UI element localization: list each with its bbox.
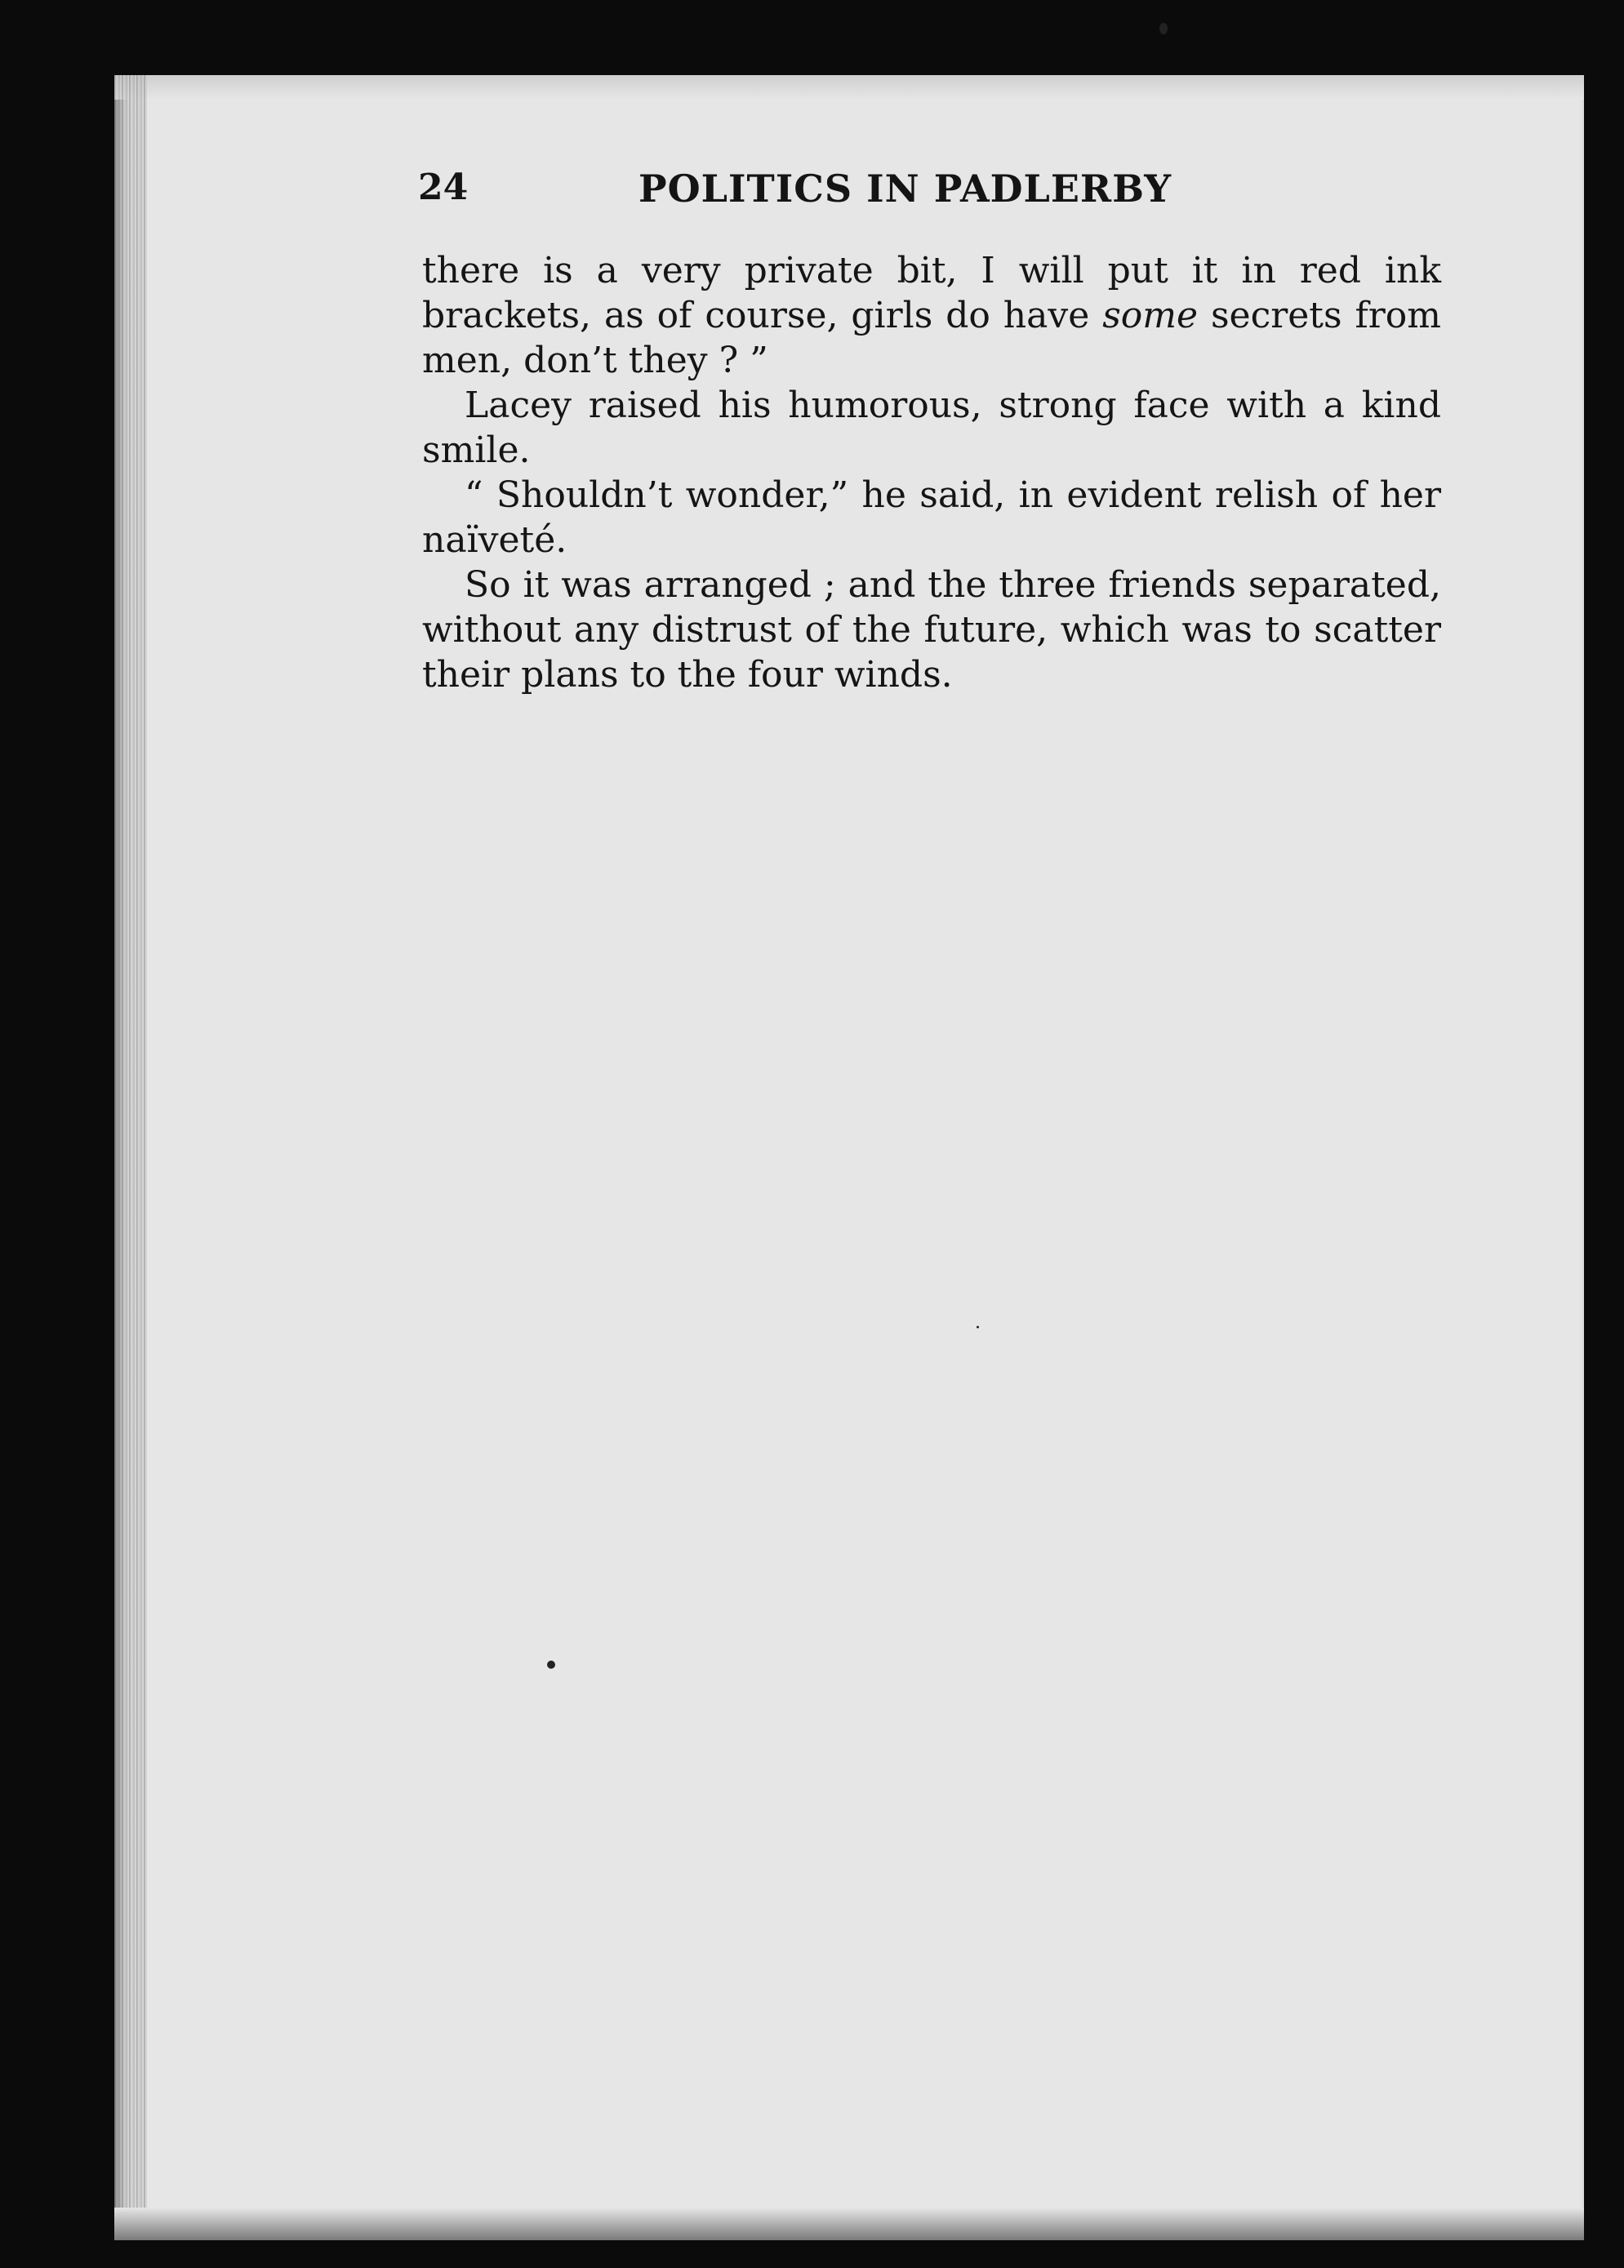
page-top-edge bbox=[114, 75, 1584, 100]
scan-speck bbox=[977, 1326, 979, 1328]
scan-speck bbox=[1159, 23, 1168, 34]
page-bottom-edge bbox=[114, 2208, 1584, 2240]
paragraph-1 bbox=[422, 248, 1441, 383]
scan-speck bbox=[547, 1661, 555, 1669]
page-number: 24 bbox=[418, 167, 469, 208]
running-head bbox=[418, 160, 1235, 217]
paragraph-1-text: there is a very private bit, I will put it in red ink brackets, as of course, girls do have bbox=[422, 250, 1441, 336]
paragraph-1-text-end: secrets from men, don’t they ? ” bbox=[422, 295, 1441, 381]
paragraph-2: Lacey raised his humorous, strong face with a kind smile. bbox=[422, 385, 1441, 471]
running-title: POLITICS IN PADLERBY bbox=[638, 167, 1172, 211]
paragraph-3: “ Shouldn’t wonder,” he said, in evident relish of her naïveté. bbox=[422, 474, 1441, 561]
paragraph-4: So it was arranged ; and the three friends separated, without any distrust of the future, which was to scatter their plans to the four winds. bbox=[422, 564, 1441, 696]
scan-right-border bbox=[1584, 75, 1624, 2240]
page-gutter-edge bbox=[114, 75, 147, 2240]
paragraph-1-emphasis: some bbox=[1102, 295, 1199, 336]
body-text bbox=[422, 248, 1441, 697]
